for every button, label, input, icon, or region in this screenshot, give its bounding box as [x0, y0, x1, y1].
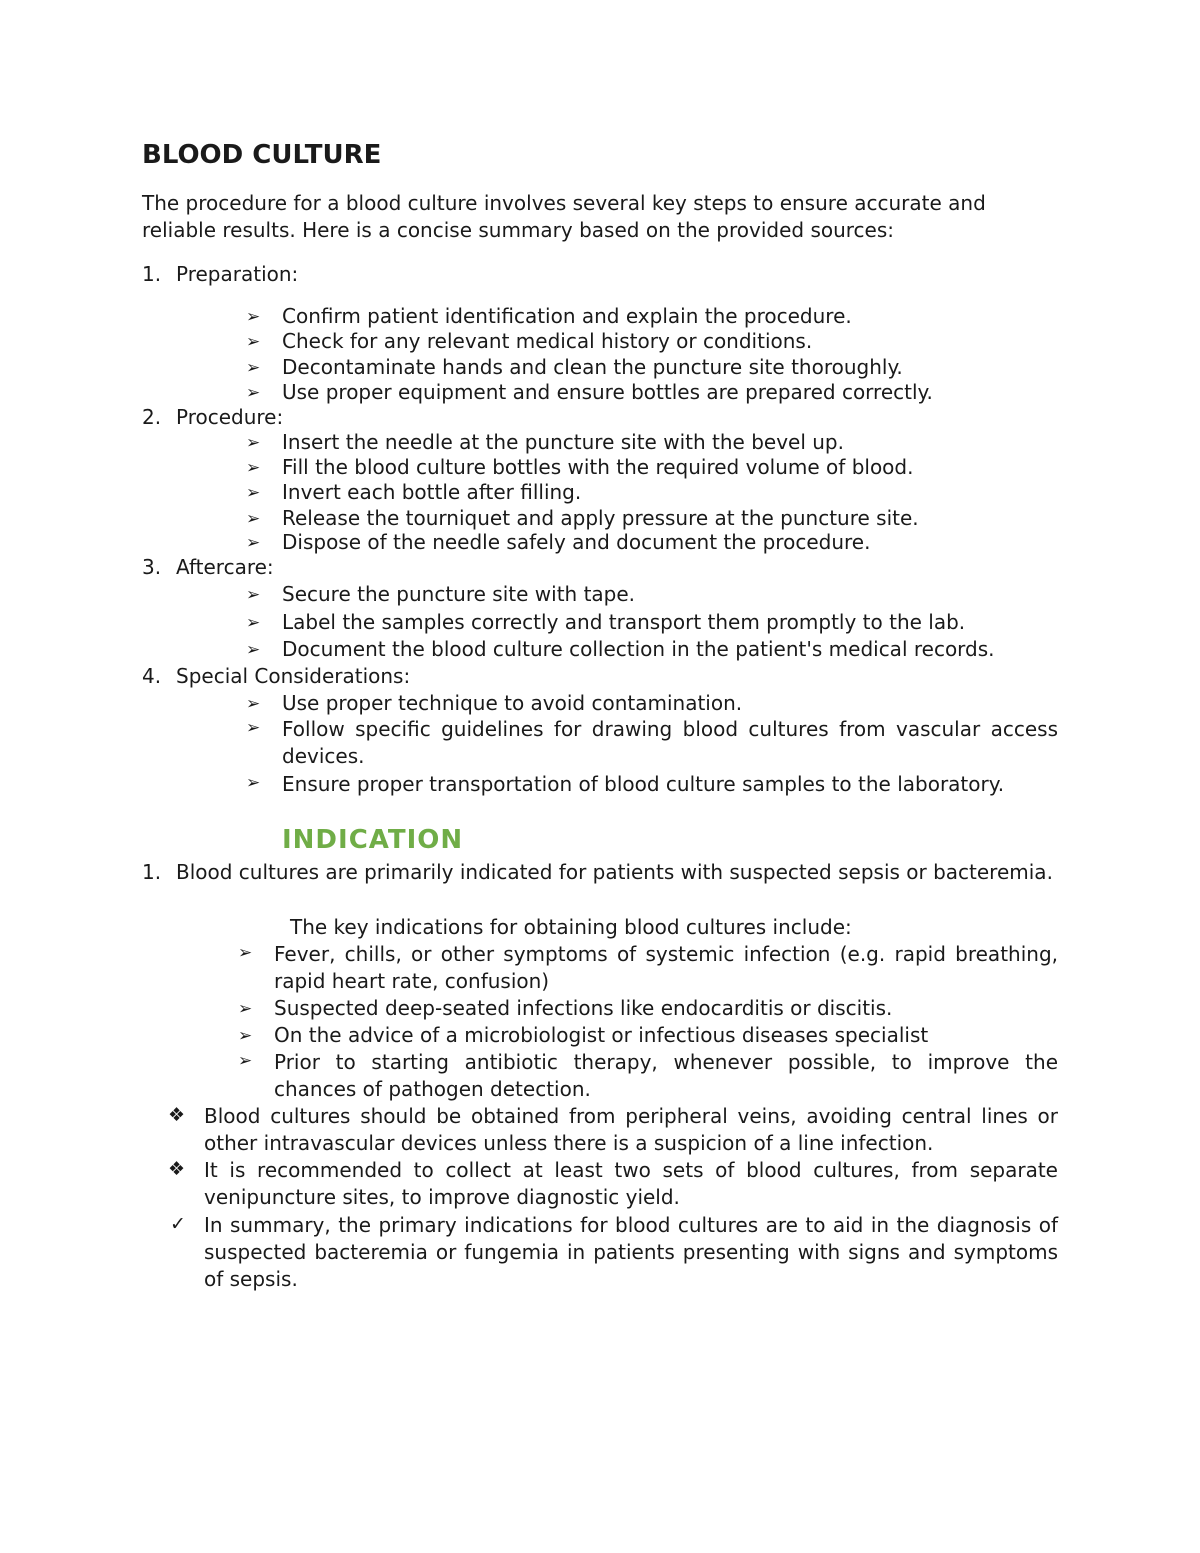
- arrow-bullet-icon: ➢: [246, 307, 261, 327]
- arrow-bullet-icon: ➢: [238, 999, 253, 1019]
- arrow-bullet-icon: ➢: [246, 383, 261, 403]
- arrow-bullet-icon: ➢: [246, 585, 261, 605]
- step-label: Special Considerations:: [176, 664, 411, 688]
- arrow-bullet-icon: ➢: [246, 773, 261, 793]
- arrow-bullet-icon: ➢: [238, 943, 253, 963]
- document-page: BLOOD CULTURE The procedure for a blood culture involves several key steps to ensure accurate and reliable results. Here is a concise summary based on the provided sources: 1. Preparation: ➢ Confirm patient identification and explain the procedure. ➢ Check for any relevant medical history or conditions. ➢ Decontaminate hands and clean the puncture site thoroughly. ➢ Use proper equipment and ensure bottles are prepared correctly. 2. Procedure: ➢ Insert the needle at the puncture site with the bevel up. ➢ Fill the blood culture bottles with the required volume of blood. ➢ Invert each bottle after filling. ➢ Release the tourniquet and apply pressure at the puncture site. ➢ Dispose of the needle safely and document the procedure. 3. Aftercare: ➢ Secure the puncture site with tape. ➢ Label the samples correctly and transport them promptly to the lab. ➢ Document the blood culture collection in the patient's medical records. 4. Special Considerations: ➢ Use proper technique to avoid contamination. ➢ Follow specific guidelines for drawing blood cultures from vascular access devices. ➢ Ensure proper transportation of blood culture samples to the laboratory. INDICATION 1. Blood cultures are primarily indicated for patients with suspected sepsis or bacteremia. The key indications for obtaining blood cultures include: ➢ Fever, chills, or other symptoms of systemic infection (e.g. rapid breathing, rapid heart rate, confusion) ➢ Suspected deep-seated infections like endocarditis or discitis. ➢ On the advice of a microbiologist or infectious diseases specialist ➢ Prior to starting antibiotic therapy, whenever possible, to improve the chances of pathogen detection. ❖ Blood cultures should be obtained from peripheral veins, avoiding central lines or other intravascular devices unless there is a suspicion of a line infection. ❖ It is recommended to collect at least two sets of blood cultures, from separate venipuncture sites, to improve diagnostic yield. ✓ In summary, the primary indications for blood cultures are to aid in the diagnosis of suspected bacteremia or fungemia in patients presenting with signs and symptoms of sepsis.: [142, 140, 1058, 1291]
- arrow-bullet-icon: ➢: [246, 433, 261, 453]
- step-label: Aftercare:: [176, 555, 274, 579]
- step-number: 2.: [142, 405, 162, 429]
- arrow-bullet-icon: ➢: [238, 1026, 253, 1046]
- arrow-bullet-icon: ➢: [246, 718, 261, 738]
- intro-paragraph: The procedure for a blood culture involves several key steps to ensure accurate and reliable results. Here is a concise summary based on the provided sources:: [142, 191, 986, 242]
- arrow-bullet-icon: ➢: [246, 483, 261, 503]
- step-number: 1.: [142, 262, 162, 286]
- step-number: 3.: [142, 555, 162, 579]
- step-label: Preparation:: [176, 262, 299, 286]
- check-mark-icon: ✓: [170, 1213, 186, 1235]
- item-number: 1.: [142, 860, 162, 884]
- arrow-bullet-icon: ➢: [238, 1051, 253, 1071]
- arrow-bullet-icon: ➢: [246, 458, 261, 478]
- arrow-bullet-icon: ➢: [246, 332, 261, 352]
- arrow-bullet-icon: ➢: [246, 509, 261, 529]
- step-label: Procedure:: [176, 405, 284, 429]
- arrow-bullet-icon: ➢: [246, 613, 261, 633]
- four-diamond-bullet-icon: ❖: [168, 1158, 186, 1180]
- step-number: 4.: [142, 664, 162, 688]
- arrow-bullet-icon: ➢: [246, 694, 261, 714]
- indication-heading: INDICATION: [282, 825, 464, 855]
- arrow-bullet-icon: ➢: [246, 358, 261, 378]
- four-diamond-bullet-icon: ❖: [168, 1104, 186, 1126]
- document-title: BLOOD CULTURE: [142, 140, 382, 170]
- indication-subhead: The key indications for obtaining blood cultures include:: [290, 915, 852, 939]
- arrow-bullet-icon: ➢: [246, 640, 261, 660]
- arrow-bullet-icon: ➢: [246, 533, 261, 553]
